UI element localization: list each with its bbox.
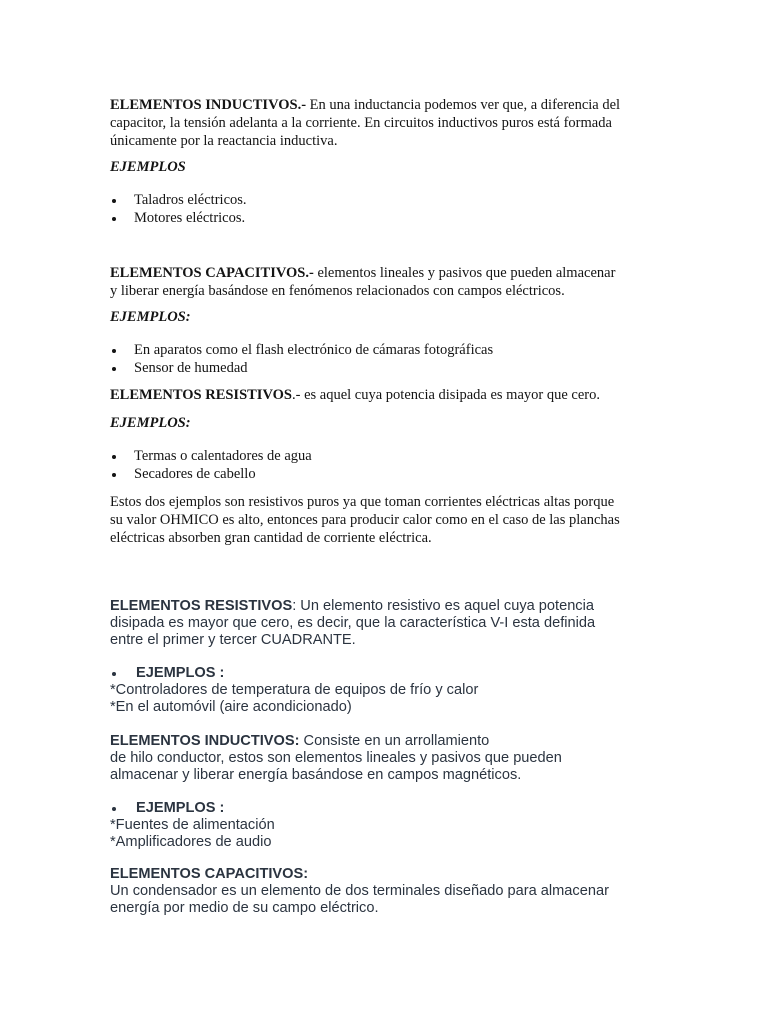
examples-heading: EJEMPLOS: (110, 415, 191, 431)
list-item: Taladros eléctricos. (110, 191, 670, 209)
section-title: ELEMENTOS RESISTIVOS (110, 387, 292, 403)
paragraph-line: ELEMENTOS RESISTIVOS.- es aquel cuya potencia disipada es mayor que cero. (110, 387, 600, 403)
examples-heading: EJEMPLOS : (110, 665, 670, 682)
list-item: En aparatos como el flash electrónico de cámaras fotográficas (110, 341, 670, 359)
examples-heading: EJEMPLOS (110, 159, 186, 175)
paragraph-line: disipada es mayor que cero, es decir, que la característica V-I esta definida (110, 615, 596, 631)
section-resistivos-sans (110, 598, 670, 716)
paragraph-line: almacenar y liberar energía basándose en campos magnéticos. (110, 767, 522, 783)
section-capacitivos-sans (110, 866, 670, 917)
section-title: ELEMENTOS CAPACITIVOS: (110, 866, 309, 882)
examples-list (110, 341, 670, 377)
section-inductivos-serif (110, 96, 670, 227)
section-capacitivos-serif (110, 264, 670, 377)
examples-heading: EJEMPLOS : (110, 800, 670, 817)
section-title: ELEMENTOS CAPACITIVOS.- (110, 265, 314, 281)
section-resistivos-serif (110, 386, 670, 547)
paragraph-line: ELEMENTOS INDUCTIVOS.- En una inductancia podemos ver que, a diferencia del (110, 97, 621, 113)
list-item: Termas o calentadores de agua (110, 447, 670, 465)
paragraph-line: Un condensador es un elemento de dos terminales diseñado para almacenar (110, 883, 609, 899)
paragraph-line: eléctricas absorben gran cantidad de corriente eléctrica. (110, 530, 432, 546)
paragraph-line: su valor OHMICO es alto, entonces para producir calor como en el caso de las planchas (110, 512, 620, 528)
section-title: ELEMENTOS INDUCTIVOS: (110, 733, 300, 749)
list-item: Motores eléctricos. (110, 209, 670, 227)
section-title: ELEMENTOS RESISTIVOS (110, 598, 293, 614)
paragraph-line: ELEMENTOS CAPACITIVOS.- elementos lineales y pasivos que pueden almacenar (110, 265, 616, 281)
list-item: *Amplificadores de audio (110, 834, 272, 850)
list-item: *Fuentes de alimentación (110, 817, 275, 833)
paragraph-line: únicamente por la reactancia inductiva. (110, 133, 338, 149)
list-item: Secadores de cabello (110, 465, 670, 483)
section-title: ELEMENTOS INDUCTIVOS.- (110, 97, 307, 113)
list-item: *Controladores de temperatura de equipos de frío y calor (110, 682, 479, 698)
paragraph-line: Estos dos ejemplos son resistivos puros ya que toman corrientes eléctricas altas porque (110, 494, 615, 510)
examples-list (110, 447, 670, 483)
paragraph-line: y liberar energía basándose en fenómenos relacionados con campos eléctricos. (110, 283, 565, 299)
paragraph-line: ELEMENTOS INDUCTIVOS: Consiste en un arrollamiento (110, 733, 490, 749)
list-item: Sensor de humedad (110, 359, 670, 377)
section-inductivos-sans (110, 733, 670, 851)
note-paragraph (110, 493, 670, 547)
paragraph-line: capacitor, la tensión adelanta a la corriente. En circuitos inductivos puros está formada (110, 115, 612, 131)
examples-list (110, 191, 670, 227)
examples-heading: EJEMPLOS: (110, 309, 191, 325)
paragraph-line: ELEMENTOS RESISTIVOS: Un elemento resistivo es aquel cuya potencia (110, 598, 594, 614)
paragraph-line (110, 866, 670, 883)
list-item: *En el automóvil (aire acondicionado) (110, 699, 352, 715)
paragraph-line: energía por medio de su campo eléctrico. (110, 900, 379, 916)
paragraph-line: entre el primer y tercer CUADRANTE. (110, 632, 356, 648)
paragraph-line: de hilo conductor, estos son elementos lineales y pasivos que pueden (110, 750, 562, 766)
